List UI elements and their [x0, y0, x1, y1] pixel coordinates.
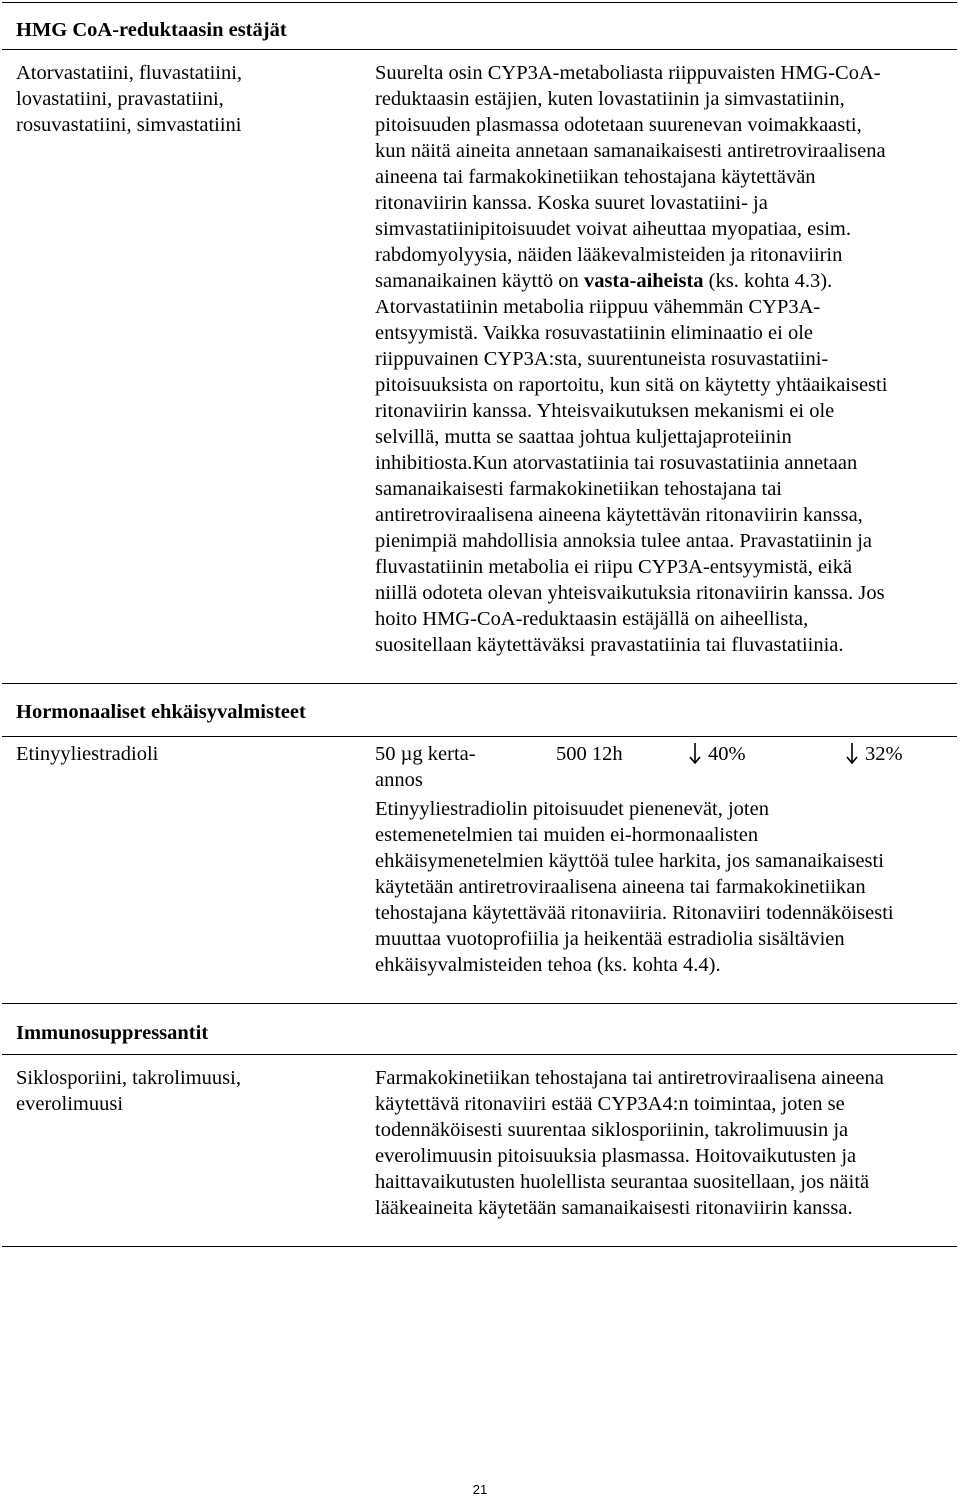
text-line: hoito HMG-CoA-reduktaasin estäjällä on aiheellista, — [375, 608, 809, 630]
text-line: Suurelta osin CYP3A-metaboliasta riippuvaisten HMG-CoA- — [375, 62, 881, 84]
drug-line: lovastatiini, pravastatiini, — [16, 88, 224, 110]
text-line: ritonaviirin kanssa. Yhteisvaikutuksen mekanismi ei ole — [375, 400, 835, 422]
text-line: suositellaan käytettäväksi pravastatiinia tai fluvastatiinia. — [375, 634, 844, 656]
text-line: todennäköisesti suurentaa siklosporiinin, takrolimuusin ja — [375, 1119, 849, 1141]
text-line: pienimpiä mahdollisia annoksia tulee antaa. Pravastatiinin ja — [375, 530, 872, 552]
hormonal-dose — [375, 741, 476, 793]
contraindicated-text: vasta-aiheista — [583, 270, 704, 292]
table-bottom-rule — [2, 1246, 957, 1247]
text-line: Farmakokinetiikan tehostajana tai antiretroviraalisena aineena — [375, 1067, 884, 1089]
text-line: estemenetelmien tai muiden ei-hormonaalisten — [375, 824, 759, 846]
text-line: reduktaasin estäjien, kuten lovastatiinin ja simvastatiinin, — [375, 88, 845, 110]
section-rule-immuno — [2, 1054, 957, 1055]
text-line: Etinyyliestradiolin pitoisuudet pienenevät, joten — [375, 798, 769, 820]
text-line: ritonaviirin kanssa. Koska suuret lovastatiini- ja — [375, 192, 768, 214]
dose-line: 50 µg kerta- — [375, 743, 476, 765]
text-line: käytetään antiretroviraalisena aineena tai farmakokinetiikan — [375, 876, 866, 898]
drug-line: rosuvastatiini, simvastatiini — [16, 114, 242, 136]
text-line: samanaikaisesti farmakokinetiikan tehostajana tai — [375, 478, 783, 500]
ritonavir-dose: 500 12h — [556, 743, 623, 765]
text-line: Atorvastatiinin metabolia riippuu vähemmän CYP3A- — [375, 296, 821, 318]
cmax-value: 32% — [865, 743, 903, 765]
text-run: samanaikainen käyttö on — [375, 270, 584, 292]
text-line: selvillä, mutta se saattaa johtua kuljettajaproteiinin — [375, 426, 792, 448]
table-top-rule — [2, 2, 957, 3]
text-line: kun näitä aineita annetaan samanaikaisesti antiretroviraalisena — [375, 140, 886, 162]
text-line: käytettävä ritonaviiri estää CYP3A4:n toimintaa, joten se — [375, 1093, 845, 1115]
cmax-change — [845, 741, 903, 767]
text-line: entsyymistä. Vaikka rosuvastatiinin eliminaatio ei ole — [375, 322, 814, 344]
text-line: antiretroviraalisena aineena käytettävän ritonaviirin kanssa, — [375, 504, 863, 526]
text-line: pitoisuuden plasmassa odotetaan suurenevan voimakkaasti, — [375, 114, 862, 136]
text-line: fluvastatiinin metabolia ei riipu CYP3A-entsyymistä, eikä — [375, 556, 853, 578]
auc-value: 40% — [708, 743, 746, 765]
page-number: 21 — [472, 1482, 488, 1497]
text-line: muuttaa vuotoprofiilia ja heikentää estradiolia sisältävien — [375, 928, 845, 950]
text-line: haittavaikutusten huolellista seurantaa suositellaan, jos näitä — [375, 1171, 870, 1193]
hormonal-drug: Etinyyliestradioli — [16, 743, 159, 765]
dose-line: annos — [375, 769, 423, 791]
text-line: pitoisuuksista on raportoitu, kun sitä on käytetty yhtäaikaisesti — [375, 374, 888, 396]
text-line: lääkeaineita käytetään samanaikaisesti ritonaviirin kanssa. — [375, 1197, 853, 1219]
section-title-immuno: Immunosuppressantit — [16, 1022, 209, 1044]
section-title-hmg: HMG CoA-reduktaasin estäjät — [16, 19, 287, 41]
section-title-hormonal: Hormonaaliset ehkäisyvalmisteet — [16, 701, 306, 723]
text-line: ehkäisyvalmisteiden tehoa (ks. kohta 4.4). — [375, 954, 721, 976]
text-line: ehkäisymenetelmien käyttöä tulee harkita, jos samanaikaisesti — [375, 850, 884, 872]
text-run: (ks. kohta 4.3). — [703, 270, 833, 292]
text-line: aineena tai farmakokinetiikan tehostajana käytettävän — [375, 166, 816, 188]
drug-line: Atorvastatiini, fluvastatiini, — [16, 62, 243, 84]
hmg-drugs — [16, 60, 242, 138]
text-line: tehostajana käytettävää ritonaviiria. Ritonaviiri todennäköisesti — [375, 902, 894, 924]
text-line: inhibitiosta.Kun atorvastatiinia tai rosuvastatiinia annetaan — [375, 452, 858, 474]
text-line — [375, 268, 887, 294]
text-line: riippuvainen CYP3A:sta, suurentuneista rosuvastatiini- — [375, 348, 829, 370]
text-line: rabdomyolyysia, näiden lääkevalmisteiden ja ritonaviirin — [375, 244, 843, 266]
hormonal-text — [375, 796, 894, 978]
section-rule — [2, 1003, 957, 1004]
immuno-text — [375, 1065, 884, 1221]
section-rule-hmg — [2, 49, 957, 50]
text-line: simvastatiinipitoisuudet voivat aiheuttaa myopatiaa, esim. — [375, 218, 851, 240]
drug-line: Siklosporiini, takrolimuusi, — [16, 1067, 241, 1089]
down-arrow-icon — [688, 742, 702, 764]
text-line: everolimuusin pitoisuuksia plasmassa. Hoitovaikutusten ja — [375, 1145, 857, 1167]
down-arrow-icon — [845, 742, 859, 764]
drug-line: everolimuusi — [16, 1093, 124, 1115]
section-rule-hormonal — [2, 736, 957, 737]
text-line: niillä odoteta olevan yhteisvaikutuksia ritonaviirin kanssa. Jos — [375, 582, 885, 604]
auc-change — [688, 741, 746, 767]
immuno-drugs — [16, 1065, 241, 1117]
section-rule — [2, 683, 957, 684]
hmg-text — [375, 60, 887, 658]
